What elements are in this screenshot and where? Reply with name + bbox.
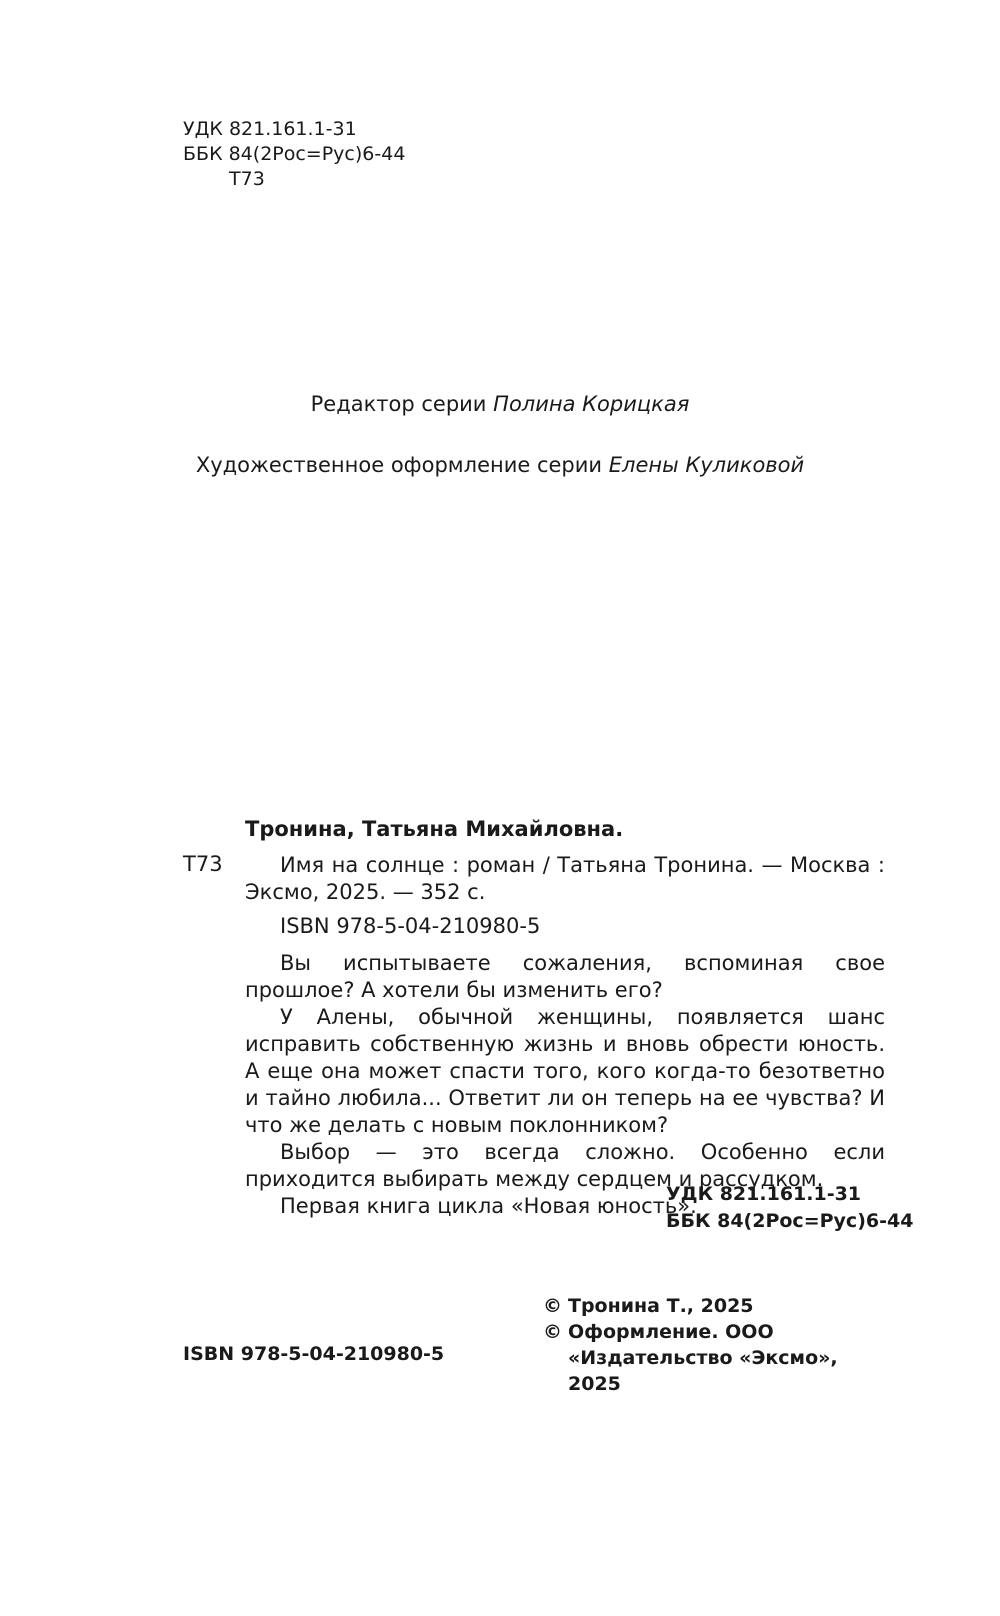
author-mark-top: Т73 — [229, 168, 265, 190]
author-heading: Тронина, Татьяна Михайловна. — [245, 817, 624, 841]
series-editor-line — [0, 392, 1000, 416]
catalog-isbn: ISBN 978-5-04-210980-5 — [280, 914, 541, 938]
series-design-label: Художественное оформление серии — [195, 453, 603, 477]
author-mark: Т73 — [183, 852, 223, 876]
series-design-line — [0, 453, 1000, 477]
series-design-name: Елены Куликовой — [608, 453, 805, 477]
series-editor-name: Полина Корицкая — [493, 392, 690, 416]
catalog-body — [245, 852, 885, 1220]
copyright-block — [543, 1293, 893, 1397]
annotation-paragraph: У Алены, обычной женщины, появляется шанс исправить собственную жизнь и вновь обрести юность. А еще она может спасти того, кого когда-то безответно и тайно любила... Ответит ли он теперь на ее чувства? И что же делать с новым поклонником? — [245, 1005, 885, 1137]
bbk-code-top: ББК 84(2Рос=Рус)6-44 — [183, 143, 406, 165]
udk-code-card: УДК 821.161.1-31 — [666, 1183, 862, 1205]
copyright-author-row — [543, 1293, 893, 1319]
annotation-paragraph: Первая книга цикла «Новая юность». — [280, 1194, 697, 1218]
copyright-icon: © — [543, 1321, 562, 1343]
bbk-code-card: ББК 84(2Рос=Рус)6-44 — [666, 1210, 914, 1232]
series-editor-label: Редактор серии — [310, 392, 487, 416]
copyright-icon: © — [543, 1295, 562, 1317]
title-line: Имя на солнце : роман / Татьяна Тронина. — Москва : Эксмо, 2025. — 352 с. — [245, 853, 885, 904]
copyright-author: Тронина Т., 2025 — [568, 1295, 754, 1317]
footer-isbn: ISBN 978-5-04-210980-5 — [183, 1343, 445, 1365]
annotation-paragraph: Вы испытываете сожаления, вспоминая свое прошлое? А хотели бы изменить его? — [245, 951, 885, 1002]
copyright-design: Оформление. ООО «Издательство «Эксмо», 2025 — [568, 1321, 838, 1395]
annotation — [245, 950, 885, 1220]
annotation-paragraph: Выбор — это всегда сложно. Особенно если приходится выбирать между сердцем и рассудком. — [245, 1140, 885, 1191]
copyright-design-row — [543, 1319, 893, 1397]
udk-code-top: УДК 821.161.1-31 — [183, 118, 357, 140]
